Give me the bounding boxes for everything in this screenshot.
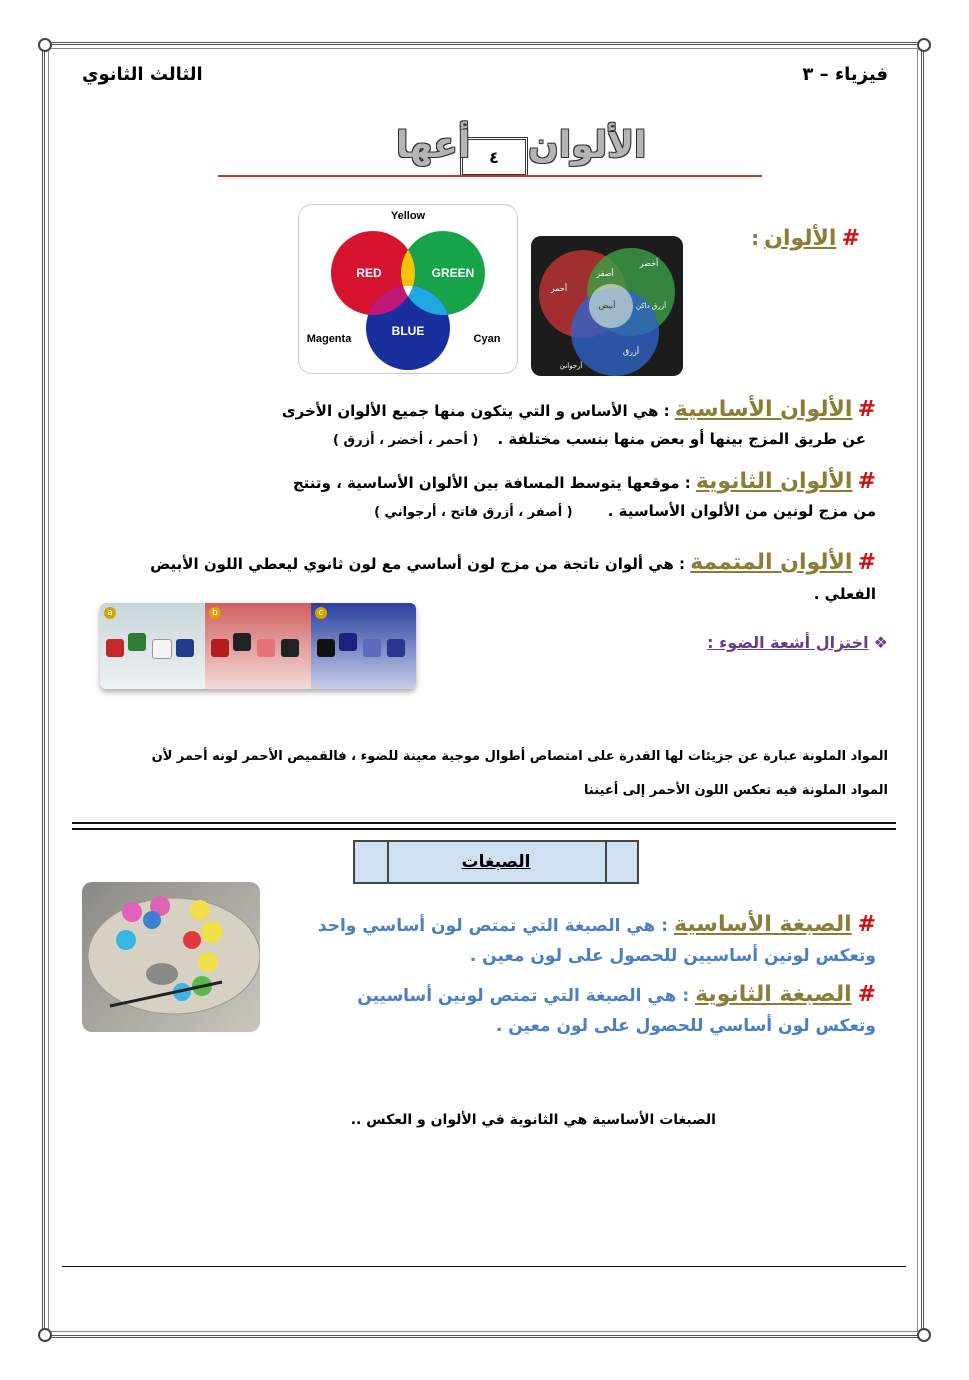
panel-red-light — [205, 603, 311, 689]
subtraction-heading: اختزال أشعة الضوء : — [707, 633, 869, 652]
photo-label-purple: أرجواني — [559, 362, 583, 370]
primary-pigment-block — [270, 910, 876, 971]
secondary-colors-def: : موقعها يتوسط المسافة بين الألوان الأساسية ، وتنتج — [292, 474, 691, 492]
hash-mark: # — [857, 982, 876, 1007]
panel-white-light — [100, 603, 205, 689]
photo-label-green: أخضر — [639, 259, 659, 268]
photo-label-yellow: أصفر — [596, 269, 614, 278]
title-underline — [218, 175, 762, 177]
lesson-number: ٤ — [489, 147, 499, 167]
photo-label-white: أبيض — [598, 301, 616, 310]
venn-label-blue: BLUE — [391, 324, 425, 338]
photo-label-red: أحمر — [550, 284, 568, 293]
corner-ornament — [917, 1328, 931, 1342]
corner-ornament — [917, 38, 931, 52]
venn-label-cyan: Cyan — [473, 333, 501, 345]
primary-pigment-def-2: وتعكس لونين أساسيين للحصول على لون معين . — [469, 946, 876, 966]
lesson-title — [218, 125, 762, 181]
hash-mark: # — [841, 226, 860, 251]
complementary-colors-def: : هي ألوان ناتجة من مزج لون أساسي مع لون ثانوي ليعطي اللون الأبيض الفعلي . — [150, 555, 876, 603]
subtraction-heading-row — [660, 633, 888, 652]
secondary-pigment-def-2: وتعكس لون أساسي للحصول على لون معين . — [495, 1016, 876, 1036]
corner-ornament — [38, 1328, 52, 1342]
secondary-colors-examples: ( أصفر ، أزرق فاتح ، أرجواني ) — [374, 505, 573, 520]
diamond-bullet-icon: ❖ — [873, 633, 888, 652]
colors-heading: # الألوان : — [751, 226, 860, 251]
additive-venn-diagram — [298, 204, 518, 374]
subtraction-para-line-2: المواد الملونة فيه تعكس اللون الأحمر إلى أعيننا — [584, 783, 888, 798]
hash-mark: # — [857, 397, 876, 422]
paint-palette-photo — [82, 882, 260, 1032]
pigments-note: الصبغات الأساسية هي الثانوية في الألوان و العكس .. — [350, 1112, 716, 1128]
light-subtraction-photos — [100, 603, 416, 689]
primary-colors-def-2: عن طريق المزج بينها أو بعض منها بنسب مختلفة . — [497, 430, 866, 448]
primary-colors-term: الألوان الأساسية — [674, 397, 853, 422]
colors-term: الألوان — [764, 226, 837, 251]
secondary-colors-block — [250, 468, 876, 527]
venn-label-green: GREEN — [431, 266, 475, 280]
panel-label: c — [315, 607, 327, 619]
subtraction-para-line-1: المواد الملونة عبارة عن جزيئات لها القدرة على امتصاص أطوال موجية معينة للضوء ، فالقميص الأحمر لونه أحمر لأن — [151, 749, 888, 764]
pigments-heading: الصبغات — [461, 852, 531, 872]
primary-colors-block — [250, 396, 876, 455]
photo-label-blue: أزرق — [622, 347, 640, 356]
primary-colors-def: : هي الأساس و التي يتكون منها جميع الألوان الأخرى — [281, 402, 670, 420]
venn-label-yellow: Yellow — [390, 210, 426, 222]
primary-pigment-term: الصبغة الأساسية — [673, 912, 852, 937]
photo-label-darkblue: أزرق داكن — [635, 302, 667, 310]
venn-label-red: RED — [356, 266, 382, 280]
pigments-heading-box — [353, 840, 639, 884]
secondary-pigment-block — [270, 980, 876, 1041]
hash-mark: # — [857, 469, 876, 494]
header-grade: الثالث الثانوي — [82, 64, 203, 85]
secondary-pigment-term: الصبغة الثانوية — [695, 982, 852, 1007]
complementary-colors-term: الألوان المتممة — [690, 550, 853, 575]
title-main: الألوان — [528, 125, 647, 166]
footer-line — [62, 1266, 906, 1267]
subtraction-paragraph — [100, 740, 888, 808]
secondary-pigment-def: : هي الصبغة التي تمتص لونين أساسيين — [357, 986, 690, 1006]
hash-mark: # — [857, 912, 876, 937]
light-mixing-photo — [531, 236, 683, 376]
complementary-colors-block — [110, 548, 876, 609]
title-sub: أعها — [396, 125, 471, 166]
hash-mark: # — [857, 550, 876, 575]
primary-colors-examples: ( أحمر ، أخضر ، أزرق ) — [333, 433, 479, 448]
corner-ornament — [38, 38, 52, 52]
secondary-colors-def-2: من مزج لونين من الألوان الأساسية . — [607, 502, 876, 520]
venn-label-magenta: Magenta — [306, 333, 352, 345]
panel-label: b — [209, 607, 221, 619]
section-separator — [72, 822, 896, 830]
panel-label: a — [104, 607, 116, 619]
primary-pigment-def: : هي الصبغة التي تمتص لون أساسي واحد — [317, 916, 669, 936]
header-subject: فيزياء – ٣ — [802, 64, 888, 85]
secondary-colors-term: الألوان الثانوية — [695, 469, 853, 494]
panel-blue-light — [311, 603, 416, 689]
